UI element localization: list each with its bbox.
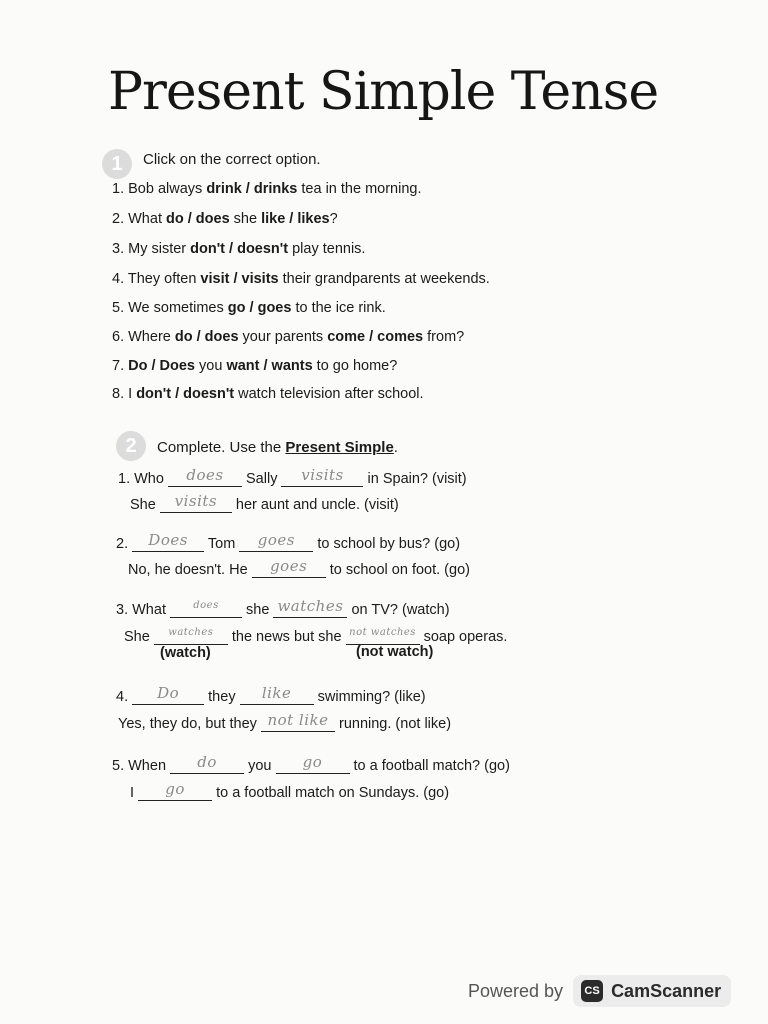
s2-q5-line2: I go to a football match on Sundays. (go) <box>130 780 450 801</box>
s1-item-2: 2. What do / does she like / likes? <box>112 211 338 227</box>
answer-blank[interactable]: like <box>240 686 314 705</box>
answer-blank[interactable]: watches <box>273 599 347 618</box>
s2-q1-line1: 1. Who does Sally visits in Spain? (visit) <box>118 466 467 487</box>
option[interactable]: like / likes <box>261 211 330 227</box>
option[interactable]: don't / doesn't <box>190 241 289 257</box>
option[interactable]: drink / drinks <box>206 181 298 197</box>
option[interactable]: Do / Does <box>128 358 195 374</box>
answer-blank[interactable]: Does <box>132 533 204 552</box>
option[interactable]: do / does <box>174 329 239 345</box>
section-2-instruction: Complete. Use the Present Simple. <box>157 439 398 456</box>
option[interactable]: want / wants <box>226 358 313 374</box>
s2-q3-line2: She $^{watches}$ the news but she $^{not watches}$ soap operas. <box>124 627 508 645</box>
answer-blank[interactable]: visits <box>160 494 232 513</box>
answer-blank[interactable]: watches <box>154 626 228 645</box>
camscanner-badge <box>573 975 731 1007</box>
answer-blank[interactable]: visits <box>281 468 363 487</box>
answer-blank[interactable]: goes <box>252 559 326 578</box>
answer-blank[interactable]: does <box>170 599 242 618</box>
s2-q4-line2: Yes, they do, but they not like running. (not like) <box>118 711 452 732</box>
hint-not-watch: (not watch) <box>356 644 434 660</box>
section-1-number: 1 <box>102 149 132 179</box>
page-title: Present Simple Tense <box>108 62 659 122</box>
answer-blank[interactable]: do <box>170 755 244 774</box>
s1-item-5: 5. We sometimes go / goes to the ice rink. <box>112 300 386 316</box>
option[interactable]: come / comes <box>327 329 424 345</box>
section-2-number: 2 <box>116 431 146 461</box>
camscanner-brand: CamScanner <box>611 980 722 1001</box>
option[interactable]: visit / visits <box>200 271 279 287</box>
s1-item-6: 6. Where do / does your parents come / comes from? <box>112 329 465 345</box>
answer-blank[interactable]: go <box>276 755 350 774</box>
hint-watch: (watch) <box>160 645 211 661</box>
answer-blank[interactable]: Do <box>132 686 204 705</box>
s1-item-4: 4. They often visit / visits their grandparents at weekends. <box>112 271 490 287</box>
option[interactable]: do / does <box>166 211 230 227</box>
option[interactable]: go / goes <box>227 300 292 316</box>
s2-q3-line1: 3. What $^{does}$ she watches on TV? (watch) <box>116 597 450 618</box>
s2-q5-line1: 5. When do you go to a football match? (go) <box>112 753 510 774</box>
camscanner-watermark <box>468 975 731 1007</box>
answer-blank[interactable]: not watches <box>346 626 420 645</box>
s2-q1-line2: She visits her aunt and uncle. (visit) <box>130 492 399 513</box>
answer-blank[interactable]: does <box>168 468 242 487</box>
s1-item-1: 1. Bob always drink / drinks tea in the morning. <box>112 181 422 197</box>
powered-by-text: Powered by <box>468 980 564 1001</box>
s1-item-7: 7. Do / Does you want / wants to go home? <box>112 358 398 374</box>
answer-blank[interactable]: not like <box>261 713 335 732</box>
option[interactable]: don't / doesn't <box>136 386 235 402</box>
section-1-instruction: Click on the correct option. <box>143 151 321 168</box>
s1-item-8: 8. I don't / doesn't watch television after school. <box>112 386 424 402</box>
s2-q4-line1: 4. Do they like swimming? (like) <box>116 684 426 705</box>
camscanner-logo-icon: CS <box>581 980 603 1002</box>
s2-q2-line2: No, he doesn't. He goes to school on foot. (go) <box>128 557 470 578</box>
answer-blank[interactable]: goes <box>239 533 313 552</box>
s1-item-3: 3. My sister don't / doesn't play tennis. <box>112 241 366 257</box>
answer-blank[interactable]: go <box>138 782 212 801</box>
s2-q2-line1: 2. Does Tom goes to school by bus? (go) <box>116 531 461 552</box>
